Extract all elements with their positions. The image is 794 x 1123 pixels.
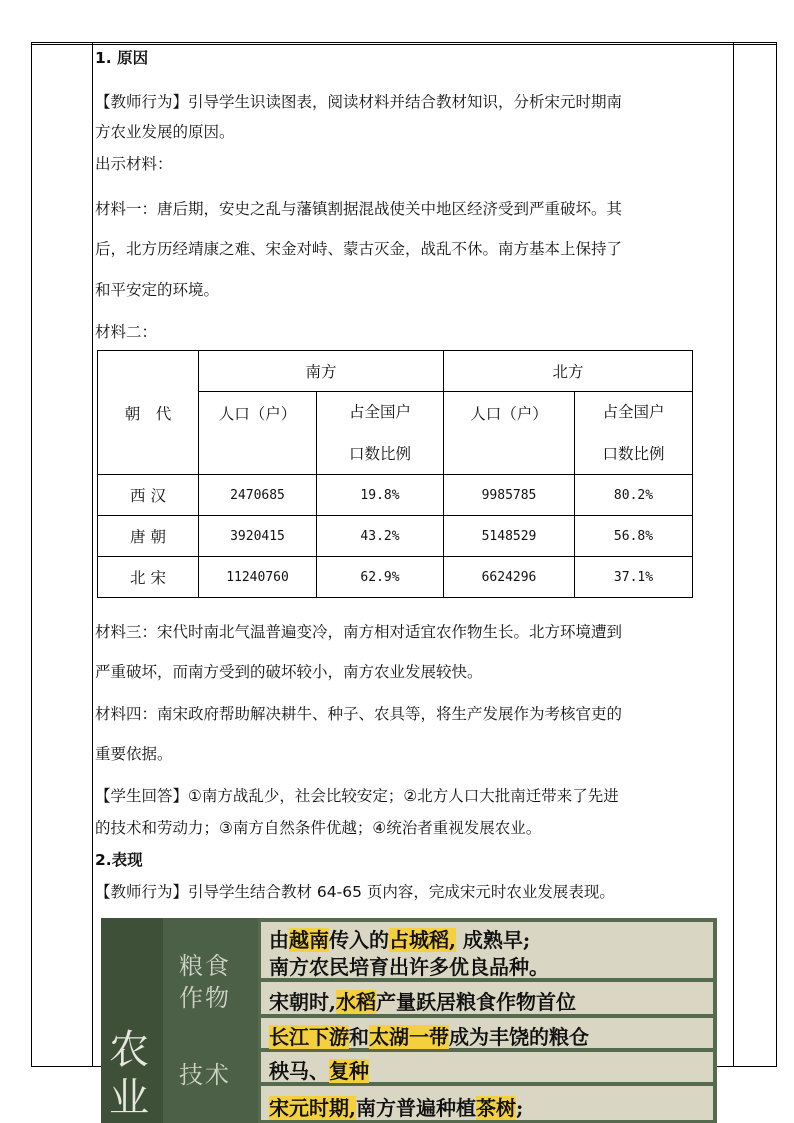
cell-dynasty: 西 汉: [98, 475, 199, 516]
photo-tech-label: 技术: [179, 1061, 231, 1089]
cell-south-ratio: 62.9%: [317, 557, 444, 598]
table-row: [98, 475, 693, 516]
table-header-south-pop: 人口（户）: [199, 392, 317, 475]
photo-line-2: 南方农民培育出许多优良品种。: [269, 955, 549, 979]
table-row: [98, 516, 693, 557]
table-header-north-pop: 人口（户）: [444, 392, 575, 475]
cell-south-pop: 3920415: [199, 516, 317, 557]
ratio-header-line-1: 占全国户: [348, 403, 411, 421]
photo-text: 和: [349, 1025, 369, 1049]
cell-south-pop: 11240760: [199, 557, 317, 598]
photo-highlight: 宋元时期,: [269, 1096, 356, 1120]
cell-south-ratio: 43.2%: [317, 516, 444, 557]
photo-big-label-2: 业: [109, 1075, 149, 1121]
photo-line-3: [269, 986, 576, 1015]
photo-text: 传入的: [329, 928, 389, 952]
photo-highlight: 水稻: [335, 990, 376, 1014]
cell-north-pop: 9985785: [444, 475, 575, 516]
photo-highlight: 长江下游: [269, 1025, 349, 1049]
photo-highlight: 占城稻,: [389, 928, 456, 952]
frame-double-line: [31, 44, 777, 45]
material3-line-1: 材料三：宋代时南北气温普遍变冷，南方相对适宜农作物生长。北方环境遭到: [95, 623, 623, 641]
photo-grain-label-1: 粮食: [179, 952, 231, 980]
ratio-header-line-2: 口数比例: [602, 445, 665, 463]
student-answer-line-2: 的技术和劳动力；③南方自然条件优越；④统治者重视发展农业。: [95, 819, 542, 837]
cell-dynasty: 北 宋: [98, 557, 199, 598]
photo-text: 南方普遍种植: [355, 1096, 476, 1120]
photo-highlight: 越南: [289, 928, 329, 952]
photo-text: 秧马、: [269, 1059, 329, 1083]
teacher-behavior-line-2: 方农业发展的原因。: [95, 123, 235, 141]
frame-right-column-line: [733, 42, 734, 1067]
ratio-header-line-2: 口数比例: [348, 445, 411, 463]
population-table: [97, 350, 693, 598]
photo-text: 成熟早;: [455, 928, 531, 952]
frame-left-column-line: [92, 42, 93, 1067]
cell-south-pop: 2470685: [199, 475, 317, 516]
material4-line-2: 重要依据。: [95, 745, 173, 763]
photo-line-5: [269, 1055, 369, 1084]
material1-line-1: 材料一：唐后期，安史之乱与藩镇割据混战使关中地区经济受到严重破坏。其: [95, 200, 623, 218]
table-header-dynasty: 朝 代: [98, 351, 199, 475]
photo-grain-label-2: 作物: [179, 984, 231, 1012]
material1-line-2: 后，北方历经靖康之难、宋金对峙、蒙古灭金，战乱不休。南方基本上保持了: [95, 240, 623, 258]
photo-text: 宋朝时,: [269, 990, 336, 1014]
show-material-label: 出示材料：: [95, 155, 173, 173]
agriculture-photo: [101, 918, 717, 1123]
material1-line-3: 和平安定的环境。: [95, 281, 220, 299]
cell-north-pop: 6624296: [444, 557, 575, 598]
material3-line-2: 严重破坏，而南方受到的破坏较小，南方农业发展较快。: [95, 663, 483, 681]
photo-text: ;: [515, 1096, 524, 1120]
section-heading-performance: 2.表现: [95, 851, 143, 869]
photo-line-1: [269, 924, 530, 953]
photo-highlight: 复种: [329, 1059, 369, 1083]
table-row: [98, 557, 693, 598]
cell-north-ratio: 56.8%: [575, 516, 693, 557]
cell-north-pop: 5148529: [444, 516, 575, 557]
table-header-south-ratio: [317, 392, 444, 475]
cell-north-ratio: 37.1%: [575, 557, 693, 598]
cell-dynasty: 唐 朝: [98, 516, 199, 557]
photo-highlight: 太湖一带: [369, 1025, 449, 1049]
table-header-north: 北方: [444, 351, 693, 392]
table-header-north-ratio: [575, 392, 693, 475]
ratio-header-line-1: 占全国户: [602, 403, 665, 421]
photo-text: 由: [269, 928, 289, 952]
teacher-behavior-line-1: 【教师行为】引导学生识读图表，阅读材料并结合教材知识，分析宋元时期南: [95, 93, 623, 111]
photo-text: 成为丰饶的粮仓: [449, 1025, 589, 1049]
photo-line-4: [269, 1021, 589, 1050]
photo-text: 产量跃居粮食作物首位: [375, 990, 576, 1014]
cell-south-ratio: 19.8%: [317, 475, 444, 516]
photo-line-6: [269, 1092, 523, 1121]
photo-big-label-1: 农: [109, 1027, 149, 1073]
material4-line-1: 材料四：南宋政府帮助解决耕牛、种子、农具等，将生产发展作为考核官吏的: [95, 705, 623, 723]
teacher-behavior-performance: 【教师行为】引导学生结合教材 64-65 页内容，完成宋元时农业发展表现。: [95, 883, 615, 901]
section-heading-reasons: 1. 原因: [95, 49, 149, 67]
photo-highlight: 茶树: [475, 1096, 516, 1120]
material2-label: 材料二：: [95, 323, 158, 341]
cell-north-ratio: 80.2%: [575, 475, 693, 516]
student-answer-line-1: 【学生回答】①南方战乱少，社会比较安定；②北方人口大批南迁带来了先进: [95, 787, 619, 805]
table-header-south: 南方: [199, 351, 444, 392]
